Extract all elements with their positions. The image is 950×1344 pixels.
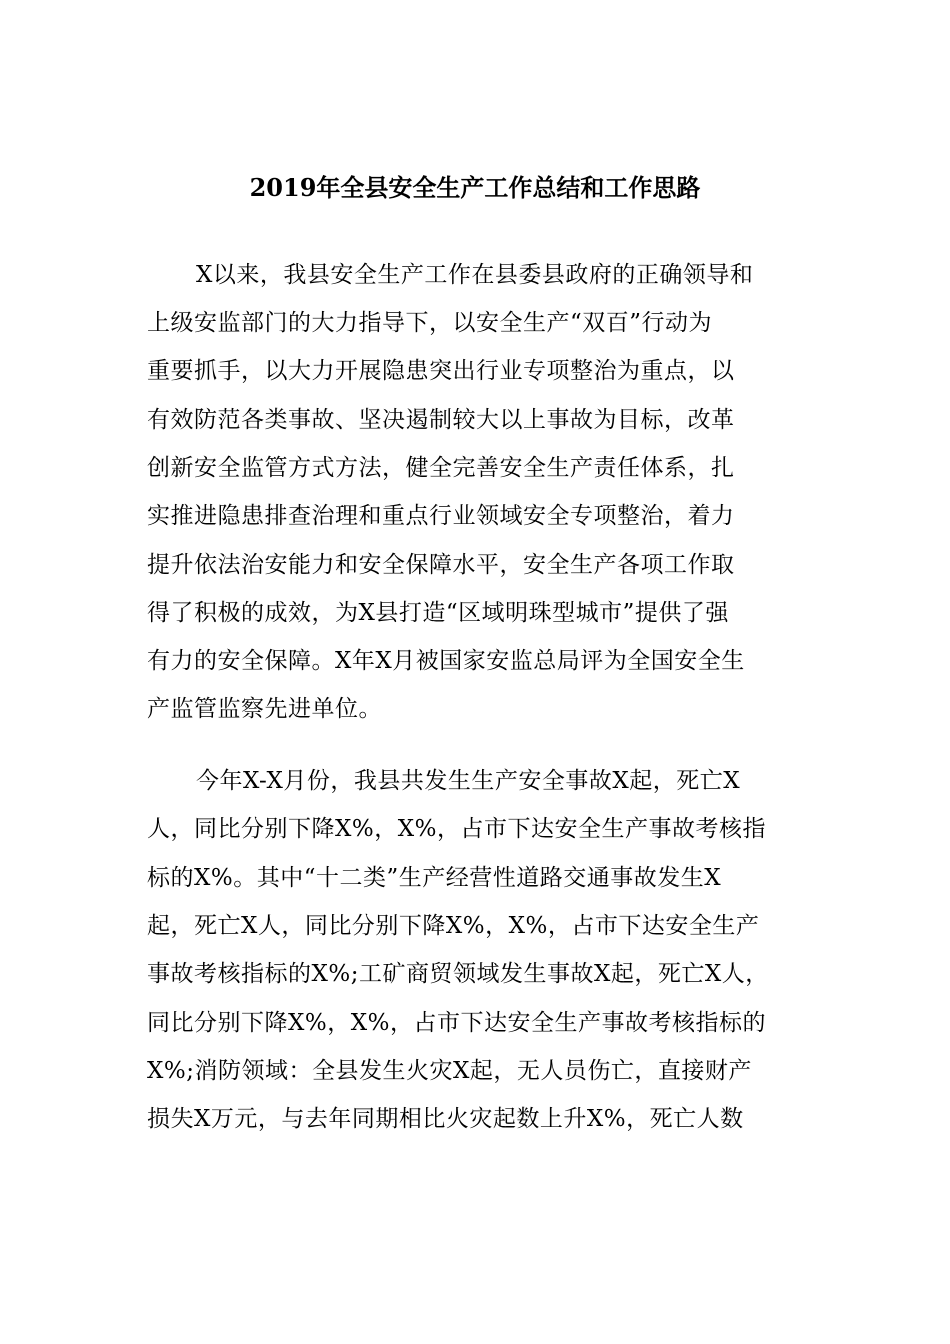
document-title: 2019年全县安全生产工作总结和工作思路 xyxy=(249,173,701,202)
paragraph-1-line-3: 重要抓手，以大力开展隐患突出行业专项整治为重点，以 xyxy=(147,358,735,384)
paragraph-2-line-7: X%;消防领域：全县发生火灾X起，无人员伤亡，直接财产 xyxy=(147,1058,752,1084)
paragraph-1-line-8: 得了积极的成效，为X县打造“区域明珠型城市”提供了强 xyxy=(147,600,729,626)
paragraph-1-line-2: 上级安监部门的大力指导下，以安全生产“双百”行动为 xyxy=(147,310,713,336)
paragraph-1-line-1: X以来，我县安全生产工作在县委县政府的正确领导和 xyxy=(196,262,754,288)
paragraph-1-line-6: 实推进隐患排查治理和重点行业领域安全专项整治，着力 xyxy=(147,503,735,529)
paragraph-2-line-5: 事故考核指标的X%;工矿商贸领域发生事故X起，死亡X人， xyxy=(147,961,769,987)
paragraph-2-line-6: 同比分别下降X%，X%，占市下达安全生产事故考核指标的 xyxy=(147,1010,766,1036)
paragraph-1-line-9: 有力的安全保障。X年X月被国家安监总局评为全国安全生 xyxy=(147,648,745,674)
paragraph-2-line-2: 人，同比分别下降X%，X%，占市下达安全生产事故考核指 xyxy=(147,816,766,842)
paragraph-1-line-10: 产监管监察先进单位。 xyxy=(147,696,382,722)
paragraph-1-line-7: 提升依法治安能力和安全保障水平，安全生产各项工作取 xyxy=(147,552,735,578)
paragraph-1-line-4: 有效防范各类事故、坚决遏制较大以上事故为目标，改革 xyxy=(147,407,735,433)
paragraph-2-line-4: 起，死亡X人，同比分别下降X%，X%，占市下达安全生产 xyxy=(147,913,760,939)
paragraph-2-line-3: 标的X%。其中“十二类”生产经营性道路交通事故发生X xyxy=(147,865,722,891)
paragraph-2-line-8: 损失X万元，与去年同期相比火灾起数上升X%，死亡人数 xyxy=(147,1106,744,1132)
paragraph-1-line-5: 创新安全监管方式方法，健全完善安全生产责任体系，扎 xyxy=(147,455,735,481)
paragraph-2-line-1: 今年X-X月份，我县共发生生产安全事故X起，死亡X xyxy=(196,768,741,794)
